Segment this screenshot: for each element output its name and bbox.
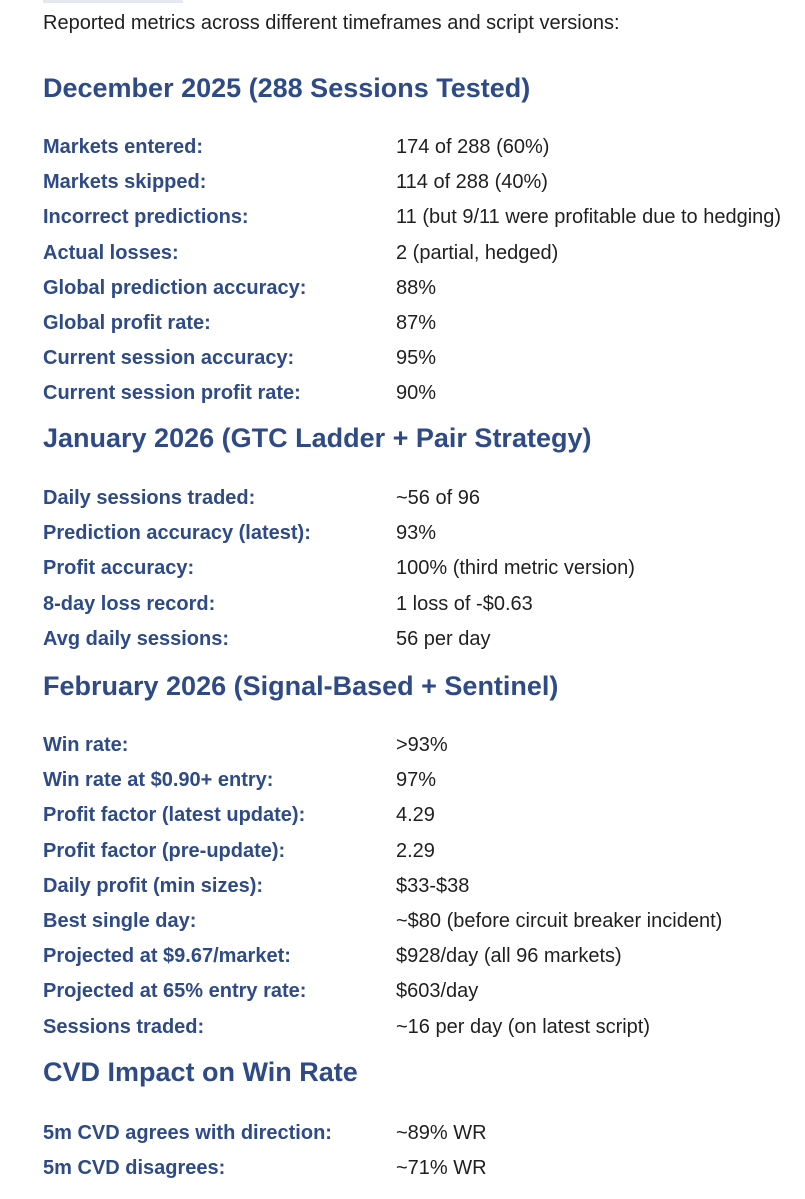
metric-value: 4.29 bbox=[396, 804, 435, 827]
metric-value: 87% bbox=[396, 311, 437, 334]
metric-label: Daily profit (min sizes): bbox=[43, 874, 264, 897]
metric-value: 88% bbox=[396, 276, 437, 299]
metric-value: 56 per day bbox=[396, 627, 491, 650]
metric-row bbox=[0, 344, 805, 379]
metric-row bbox=[0, 168, 805, 203]
metric-row bbox=[0, 942, 805, 977]
metric-label: Global prediction accuracy: bbox=[43, 276, 307, 299]
metric-label: Sessions traded: bbox=[43, 1015, 205, 1038]
metric-row bbox=[0, 133, 805, 168]
metric-value: 93% bbox=[396, 522, 437, 545]
metric-row bbox=[0, 379, 805, 414]
metric-label: Projected at $9.67/market: bbox=[43, 945, 291, 968]
metric-row bbox=[0, 837, 805, 872]
metric-row bbox=[0, 625, 805, 660]
metric-row bbox=[0, 1154, 805, 1189]
metric-row bbox=[0, 590, 805, 625]
metric-value: 114 of 288 (40%) bbox=[396, 171, 548, 194]
metric-row bbox=[0, 872, 805, 907]
metric-label: Best single day: bbox=[43, 909, 197, 932]
top-divider bbox=[43, 0, 183, 3]
metric-row bbox=[0, 766, 805, 801]
metric-row bbox=[0, 977, 805, 1012]
metric-value: $33-$38 bbox=[396, 874, 470, 897]
metric-label: Daily sessions traded: bbox=[43, 487, 256, 509]
metric-value: 11 (but 9/11 were profitable due to hedging) bbox=[396, 206, 782, 229]
metrics-january-2026 bbox=[0, 484, 805, 660]
metric-row bbox=[0, 731, 805, 766]
metric-row bbox=[0, 484, 805, 519]
metric-label: Current session profit rate: bbox=[43, 382, 301, 405]
metric-label: Win rate at $0.90+ entry: bbox=[43, 769, 274, 792]
metric-row bbox=[0, 1013, 805, 1048]
metric-row bbox=[0, 1119, 805, 1154]
metric-value: 2 (partial, hedged) bbox=[396, 241, 559, 264]
metric-row bbox=[0, 519, 805, 554]
metric-value: ~89% WR bbox=[396, 1122, 487, 1144]
metric-label: Current session accuracy: bbox=[43, 347, 295, 370]
metric-value: ~16 per day (on latest script) bbox=[396, 1015, 651, 1038]
metric-value: 100% (third metric version) bbox=[396, 557, 635, 580]
metric-value: ~$80 (before circuit breaker incident) bbox=[396, 909, 723, 932]
metric-label: Global profit rate: bbox=[43, 311, 211, 334]
metric-label: 5m CVD disagrees: bbox=[43, 1157, 226, 1180]
metric-row bbox=[0, 203, 805, 238]
metric-label: Avg daily sessions: bbox=[43, 627, 229, 650]
metric-label: Prediction accuracy (latest): bbox=[43, 522, 311, 545]
metric-value: 2.29 bbox=[396, 839, 435, 862]
metric-value: 174 of 288 (60%) bbox=[396, 136, 550, 158]
metrics-cvd-impact bbox=[0, 1119, 805, 1189]
metric-label: Markets skipped: bbox=[43, 171, 207, 194]
metric-label: 8-day loss record: bbox=[43, 592, 216, 615]
metric-label: Incorrect predictions: bbox=[43, 206, 249, 229]
metric-row bbox=[0, 554, 805, 589]
metric-label: Profit accuracy: bbox=[43, 557, 195, 580]
metric-label: Profit factor (latest update): bbox=[43, 804, 306, 827]
metric-label: Projected at 65% entry rate: bbox=[43, 980, 307, 1003]
metric-label: Win rate: bbox=[43, 734, 129, 756]
metric-value: ~56 of 96 bbox=[396, 487, 480, 509]
metric-row bbox=[0, 907, 805, 942]
metric-label: Markets entered: bbox=[43, 136, 204, 158]
metric-label: Profit factor (pre-update): bbox=[43, 839, 286, 862]
metrics-february-2026 bbox=[0, 731, 805, 1048]
intro-text: Reported metrics across different timeframes and script versions: bbox=[43, 12, 620, 34]
metric-row bbox=[0, 274, 805, 309]
metrics-december-2025 bbox=[0, 133, 805, 415]
metric-value: >93% bbox=[396, 734, 448, 756]
metric-row bbox=[0, 309, 805, 344]
metric-row bbox=[0, 801, 805, 836]
metric-value: 90% bbox=[396, 382, 437, 405]
metric-value: ~71% WR bbox=[396, 1157, 487, 1180]
section-title-february-2026: February 2026 (Signal-Based + Sentinel) bbox=[43, 671, 559, 701]
section-title-december-2025: December 2025 (288 Sessions Tested) bbox=[43, 73, 531, 103]
metric-label: 5m CVD agrees with direction: bbox=[43, 1122, 332, 1144]
metric-value: 1 loss of -$0.63 bbox=[396, 592, 533, 615]
metric-value: 95% bbox=[396, 347, 437, 370]
metric-label: Actual losses: bbox=[43, 241, 179, 264]
section-title-cvd-impact: CVD Impact on Win Rate bbox=[43, 1057, 358, 1087]
metric-row bbox=[0, 239, 805, 274]
metric-value: 97% bbox=[396, 769, 437, 792]
metric-value: $928/day (all 96 markets) bbox=[396, 945, 622, 968]
metric-value: $603/day bbox=[396, 980, 479, 1003]
section-title-january-2026: January 2026 (GTC Ladder + Pair Strategy) bbox=[43, 423, 592, 453]
